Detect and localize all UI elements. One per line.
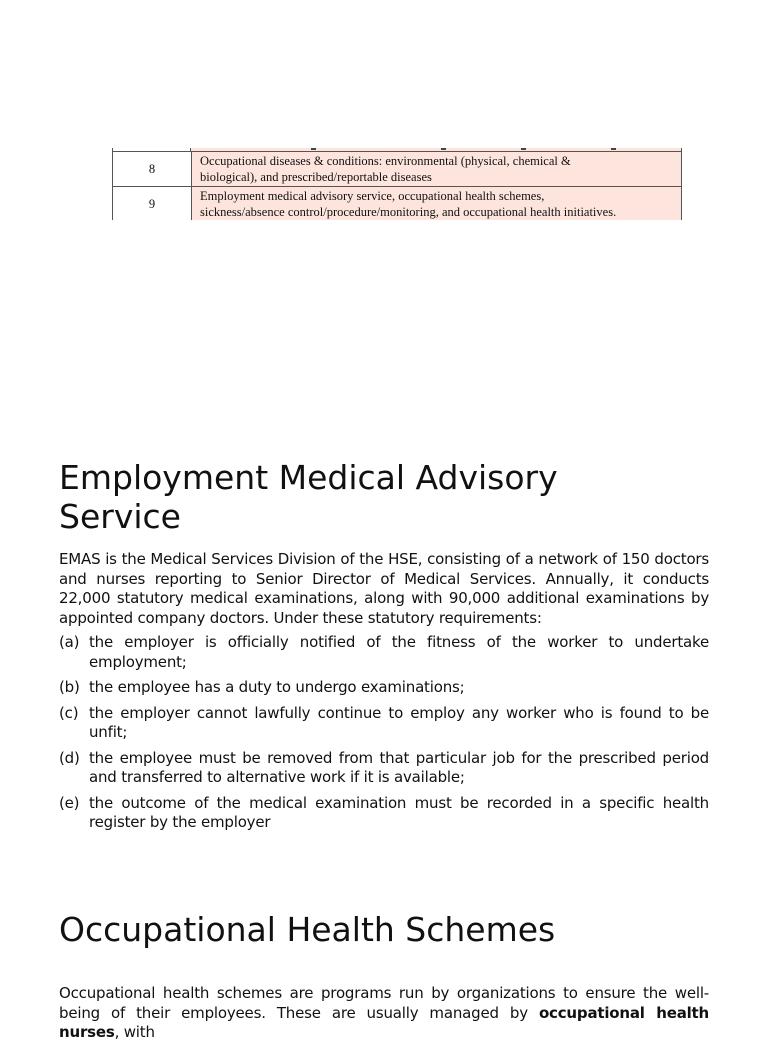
row-number: 9 bbox=[113, 187, 192, 221]
row-description: Employment medical advisory service, occupational health schemes, sickness/absence control/procedure/monitoring, and occupational health initiatives. bbox=[192, 187, 682, 221]
list-marker: (d) bbox=[59, 748, 80, 767]
requirements-list bbox=[59, 633, 709, 839]
list-marker: (c) bbox=[59, 703, 79, 722]
list-item bbox=[59, 678, 709, 698]
row-number: 8 bbox=[113, 152, 192, 187]
bold-term: occupational health nurses bbox=[59, 1003, 710, 1041]
list-item bbox=[59, 704, 709, 743]
list-item-text: the employer cannot lawfully continue to employ any worker who is found to be unfit; bbox=[89, 703, 709, 741]
list-marker: (e) bbox=[59, 793, 80, 812]
list-item-text: the employee has a duty to undergo examinations; bbox=[89, 678, 465, 696]
list-marker: (b) bbox=[59, 678, 80, 696]
ohs-paragraph: Occupational health schemes are programs run by organizations to ensure the well-being of their employees. These are usually managed by occupational health nurses, with bbox=[59, 984, 710, 1041]
list-item-text: the employee must be removed from that particular job for the prescribed period and transferred to alternative work if it is available; bbox=[89, 748, 709, 786]
topics-table bbox=[112, 151, 682, 220]
list-item-text: the outcome of the medical examination must be recorded in a specific health register by the employer bbox=[89, 793, 709, 831]
topics-table-image bbox=[112, 148, 682, 220]
list-item bbox=[59, 633, 709, 672]
list-item bbox=[59, 794, 709, 833]
table-row bbox=[113, 187, 682, 221]
emas-paragraph: EMAS is the Medical Services Division of the HSE, consisting of a network of 150 doctors and nurses reporting to Senior Director of Medical Services. Annually, it conducts 22,000 statutory medical examinations, along with 90,000 additional examinations by appointed company doctors. Under these statutory requirements: bbox=[59, 550, 709, 627]
table-row bbox=[113, 152, 682, 187]
ohs-heading: Occupational Health Schemes bbox=[59, 910, 556, 949]
row-description: Occupational diseases & conditions: environmental (physical, chemical & biological), and prescribed/reportable diseases bbox=[192, 152, 682, 187]
list-item bbox=[59, 749, 709, 788]
list-item-text: the employer is officially notified of the fitness of the worker to undertake employment; bbox=[89, 633, 709, 671]
emas-heading: Employment Medical Advisory Service bbox=[59, 458, 558, 536]
list-marker: (a) bbox=[59, 633, 80, 651]
